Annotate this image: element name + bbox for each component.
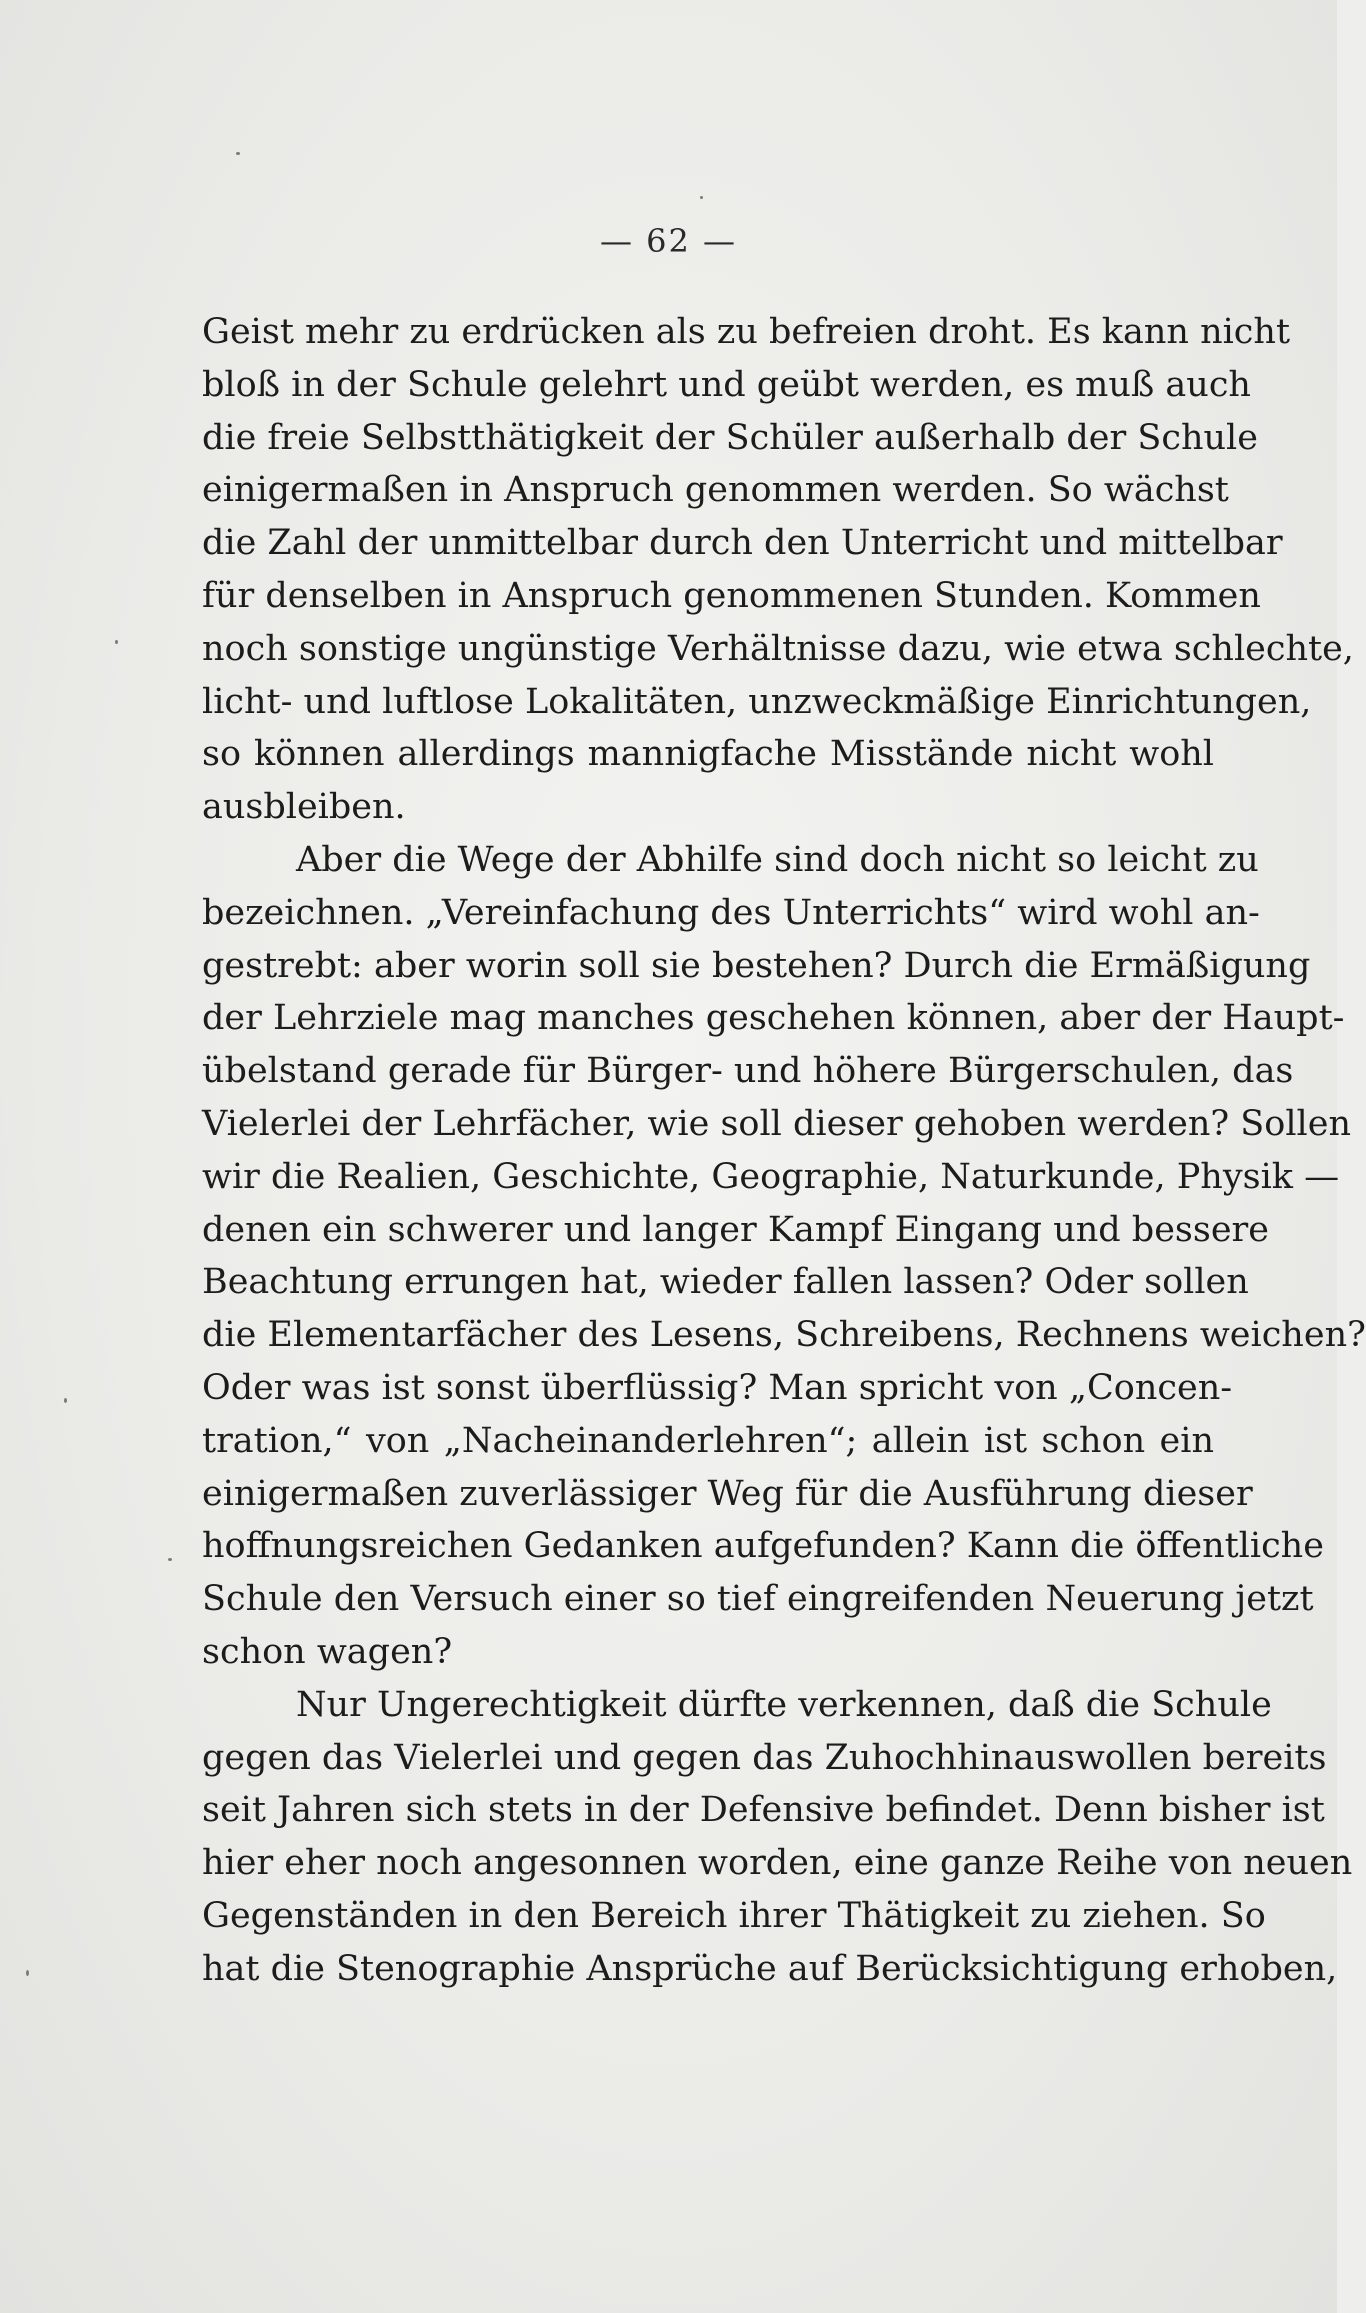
- text-line: Geist mehr zu erdrücken als zu befreien droht. Es kann nicht: [202, 312, 1291, 352]
- text-line: licht- und luftlose Lokalitäten, unzweckmäßige Einrichtungen,: [202, 681, 1312, 722]
- text-line: der Lehrziele mag manches geschehen können, aber der Haupt-: [202, 998, 1345, 1039]
- text-line: die Elementarfächer des Lesens, Schreibens, Rechnens weichen?: [202, 1315, 1366, 1356]
- text-line: hier eher noch angesonnen worden, eine ganze Reihe von neuen: [202, 1843, 1353, 1884]
- text-line: seit Jahren sich stets in der Defensive befindet. Denn bisher ist: [202, 1790, 1325, 1831]
- text-line: so können allerdings mannigfache Misstände nicht wohl: [202, 734, 1214, 775]
- text-line: noch sonstige ungünstige Verhältnisse dazu, wie etwa schlechte,: [202, 628, 1354, 669]
- text-line: einigermaßen zuverlässiger Weg für die Ausführung dieser: [202, 1473, 1253, 1514]
- paper-speck: [26, 1970, 29, 1976]
- text-line: gestrebt: aber worin soll sie bestehen? Durch die Ermäßigung: [202, 945, 1311, 986]
- text-line: Gegenständen in den Bereich ihrer Thätigkeit zu ziehen. So: [202, 1895, 1266, 1936]
- paper-speck: [64, 1398, 67, 1403]
- text-line: Beachtung errungen hat, wieder fallen lassen? Oder sollen: [202, 1262, 1249, 1303]
- text-line: bezeichnen. „Vereinfachung des Unterrichts“ wird wohl an-: [202, 892, 1260, 933]
- text-line: übelstand gerade für Bürger- und höhere Bürgerschulen, das: [202, 1051, 1294, 1092]
- page-number: — 62 —: [599, 222, 738, 260]
- text-line: für denselben in Anspruch genommenen Stunden. Kommen: [202, 575, 1261, 616]
- text-line: Aber die Wege der Abhilfe sind doch nicht so leicht zu: [296, 839, 1259, 880]
- text-line: ausbleiben.: [202, 787, 406, 828]
- text-line: die Zahl der unmittelbar durch den Unterricht und mittelbar: [202, 523, 1283, 564]
- text-line: wir die Realien, Geschichte, Geographie, Naturkunde, Physik —: [202, 1156, 1340, 1197]
- paper-speck: [236, 152, 240, 155]
- text-line: Nur Ungerechtigkeit dürfte verkennen, daß die Schule: [296, 1684, 1272, 1725]
- paper-speck: [115, 640, 118, 644]
- paper-speck: [168, 1558, 172, 1561]
- text-line: die freie Selbstthätigkeit der Schüler außerhalb der Schule: [202, 417, 1258, 458]
- body-text: [202, 306, 1366, 1996]
- text-line: Oder was ist sonst überflüssig? Man spricht von „Concen-: [202, 1367, 1233, 1408]
- paper-speck: [700, 196, 703, 199]
- text-line: Schule den Versuch einer so tief eingreifenden Neuerung jetzt: [202, 1579, 1314, 1620]
- text-line: denen ein schwerer und langer Kampf Eingang und bessere: [202, 1209, 1270, 1250]
- text-line: einigermaßen in Anspruch genommen werden. So wächst: [202, 470, 1229, 511]
- text-line: Vielerlei der Lehrfächer, wie soll dieser gehoben werden? Sollen: [202, 1103, 1351, 1144]
- text-line: gegen das Vielerlei und gegen das Zuhochhinauswollen bereits: [202, 1737, 1327, 1778]
- text-line: bloß in der Schule gelehrt und geübt werden, es muß auch: [202, 364, 1251, 405]
- text-line: hoffnungsreichen Gedanken aufgefunden? Kann die öffentliche: [202, 1526, 1324, 1567]
- text-line: hat die Stenographie Ansprüche auf Berücksichtigung erhoben,: [202, 1948, 1338, 1989]
- text-line: tration,“ von „Nacheinanderlehren“; allein ist schon ein: [202, 1420, 1214, 1461]
- text-line: schon wagen?: [202, 1631, 453, 1672]
